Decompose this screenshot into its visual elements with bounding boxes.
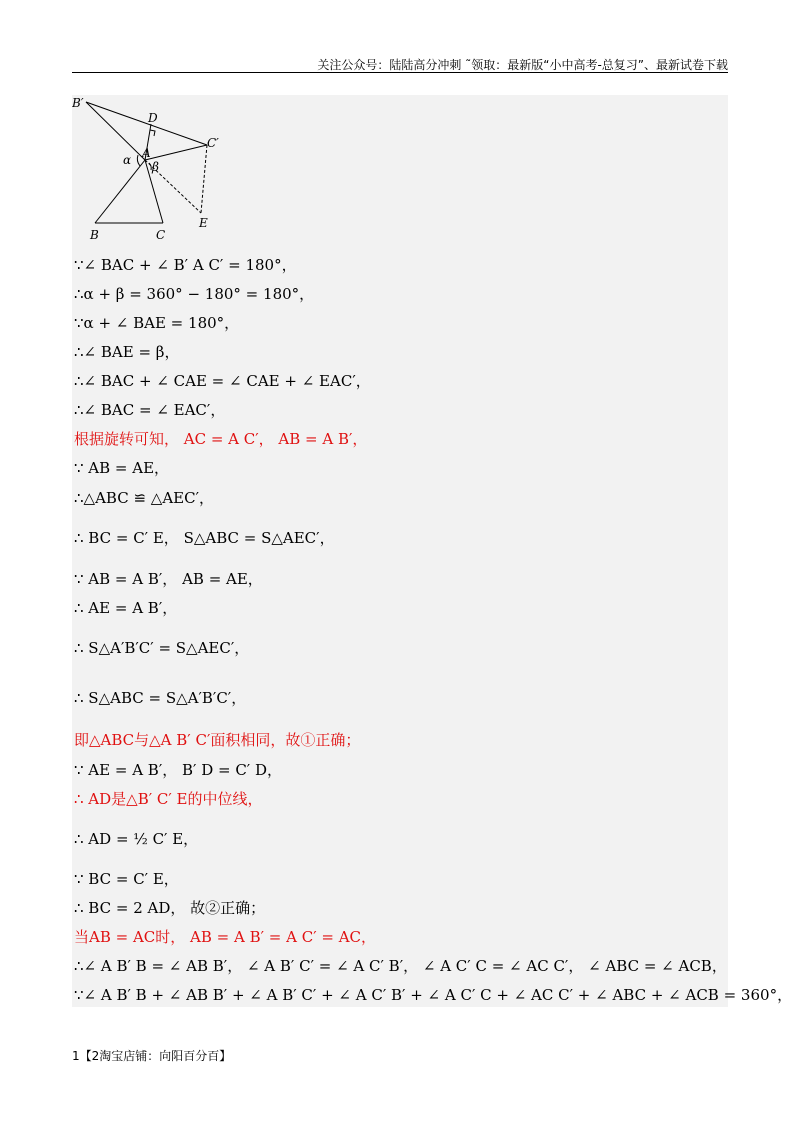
proof-line: ∵ AB = A B′， AB = AE， bbox=[74, 570, 263, 588]
label-alpha: α bbox=[123, 153, 132, 167]
proof-line: 根据旋转可知， AC = A C′， AB = A B′， bbox=[74, 430, 368, 448]
segment-b-a bbox=[95, 160, 145, 223]
proof-line: ∴α + β = 360° − 180° = 180°， bbox=[74, 285, 315, 303]
label-b: B bbox=[90, 228, 99, 242]
proof-line: 当AB = AC时， AB = A B′ = A C′ = AC， bbox=[74, 928, 377, 946]
proof-line: ∴∠ BAE = β， bbox=[74, 343, 180, 361]
segment-b-prime-a bbox=[86, 102, 145, 160]
proof-line: ∵α + ∠ BAE = 180°， bbox=[74, 314, 240, 332]
page-header: 关注公众号：陆陆高分冲刺 ˜领取：最新版“小中高考-总复习”、最新试卷下载 bbox=[317, 58, 728, 72]
angle-arc-beta bbox=[149, 163, 151, 170]
proof-line: ∴∠ A B′ B = ∠ AB B′， ∠ A B′ C′ = ∠ A C′ B′， ∠ A C′ C = ∠ AC C′， ∠ ABC = ∠ ACB， bbox=[74, 957, 727, 975]
geometry-figure bbox=[72, 95, 232, 245]
label-c: C bbox=[156, 228, 166, 242]
proof-line: ∴ AD = ½ C′ E， bbox=[74, 830, 199, 848]
label-c-prime: C′ bbox=[207, 136, 219, 150]
proof-line: ∴ AE = A B′， bbox=[74, 599, 178, 617]
proof-line: ∴ BC = C′ E， S△ABC = S△AEC′， bbox=[74, 529, 335, 547]
label-d: D bbox=[148, 111, 158, 125]
label-beta: β bbox=[152, 160, 159, 174]
solution-panel bbox=[72, 95, 793, 1007]
header-divider bbox=[72, 72, 728, 73]
proof-line: ∵ AE = A B′， B′ D = C′ D， bbox=[74, 761, 283, 779]
proof-line: ∴ BC = 2 AD， 故②正确； bbox=[74, 899, 266, 917]
segment-c-prime-e bbox=[201, 145, 207, 213]
proof-line: ∴△ABC ≌ △AEC′， bbox=[74, 489, 214, 507]
proof-line: ∴∠ BAC = ∠ EAC′， bbox=[74, 401, 226, 419]
angle-arc-alpha bbox=[137, 155, 140, 166]
label-b-prime: B′ bbox=[72, 96, 84, 110]
proof-line: ∵ BC = C′ E， bbox=[74, 870, 179, 888]
page-footer: 1【2淘宝店铺：向阳百分百】 bbox=[72, 1049, 232, 1063]
label-a: A bbox=[142, 146, 151, 160]
right-angle-mark bbox=[150, 130, 155, 136]
label-e: E bbox=[199, 216, 208, 230]
proof-line: ∵∠ A B′ B + ∠ AB B′ + ∠ A B′ C′ + ∠ A C′ B′ + ∠ A C′ C + ∠ AC C′ + ∠ ABC + ∠ ACB = 360°， bbox=[74, 986, 793, 1004]
segment-a-c-prime bbox=[145, 145, 207, 160]
proof-line: ∵ AB = AE， bbox=[74, 459, 170, 477]
proof-line: ∴ AD是△B′ C′ E的中位线， bbox=[74, 790, 263, 808]
proof-line: ∴ S△ABC = S△A′B′C′， bbox=[74, 689, 247, 707]
proof-line: ∴∠ BAC + ∠ CAE = ∠ CAE + ∠ EAC′， bbox=[74, 372, 371, 390]
proof-line: ∴ S△A′B′C′ = S△AEC′， bbox=[74, 639, 250, 657]
proof-line: ∵∠ BAC + ∠ B′ A C′ = 180°， bbox=[74, 256, 297, 274]
proof-line: 即△ABC与△A B′ C′面积相同，故①正确； bbox=[74, 731, 361, 749]
segment-b-prime-c-prime bbox=[86, 102, 207, 145]
